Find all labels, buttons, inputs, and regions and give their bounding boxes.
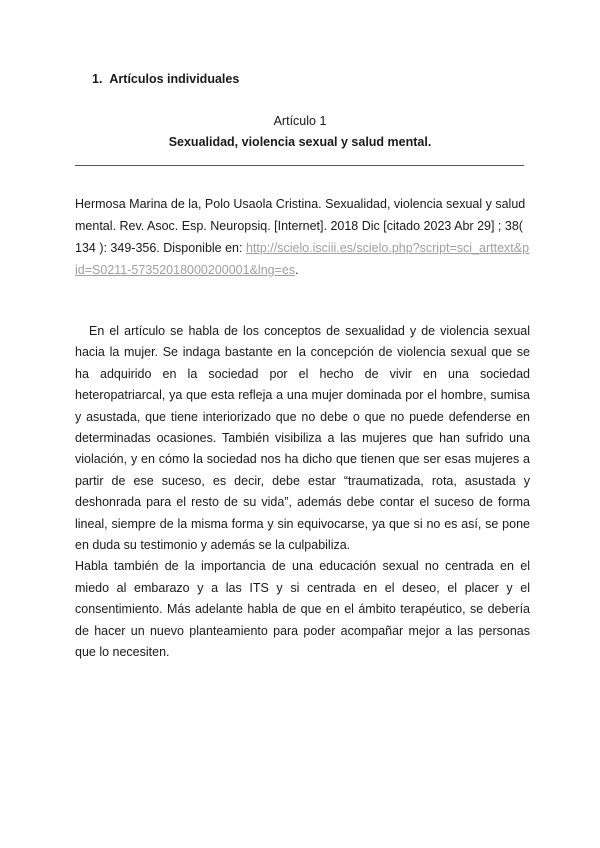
horizontal-divider (75, 165, 524, 166)
article-title: Sexualidad, violencia sexual y salud mental. (168, 135, 432, 149)
citation-text: Hermosa Marina de la, Polo Usaola Cristina. Sexualidad, violencia sexual y salud mental. Rev. Asoc. Esp. Neuropsiq. [Internet]. 2018 Dic [citado 2023 Abr 29] ; 38( 134 ): 349-356. Disponible en: (75, 197, 526, 255)
article-summary (75, 321, 530, 664)
section-title: Artículos individuales (109, 72, 240, 86)
citation-suffix: . (295, 263, 299, 277)
article-label: Artículo 1 (273, 114, 327, 128)
citation-link[interactable]: http://scielo.isciii.es/scielo.php?script=sci_arttext&pid=S0211-57352018000200001&lng=es (75, 241, 530, 277)
citation (75, 193, 530, 281)
section-heading (92, 72, 239, 86)
summary-paragraph-1: En el artículo se habla de los conceptos de sexualidad y de violencia sexual hacia la mujer. Se indaga bastante en la concepción de violencia sexual que se ha adquirido en la sociedad por el hecho de vivir en una sociedad heteropatriarcal, ya que esta refleja a una mujer dominada por el hombre, sumisa y asustada, que tiene interiorizado que no debe o que no puede defenderse en determinadas ocasiones. También visibiliza a las mujeres que han sufrido una violación, y en cómo la sociedad nos ha dicho que tienen que ser esas mujeres a partir de ese suceso, es decir, debe estar “traumatizada, rota, asustada y deshonrada para el resto de su vida”, además debe contar el suceso de forma lineal, siempre de la misma forma y sin equivocarse, ya que si no es así, se pone en duda su testimonio y además se la culpabiliza. (75, 324, 530, 553)
section-number: 1. (92, 72, 103, 86)
summary-paragraph-2: Habla también de la importancia de una educación sexual no centrada en el miedo al embarazo y a las ITS y si centrada en el deseo, el placer y el consentimiento. Más adelante habla de que en el ámbito terapéutico, se debería de hacer un nuevo planteamiento para poder acompañar mejor a las personas que lo necesiten. (75, 559, 530, 660)
